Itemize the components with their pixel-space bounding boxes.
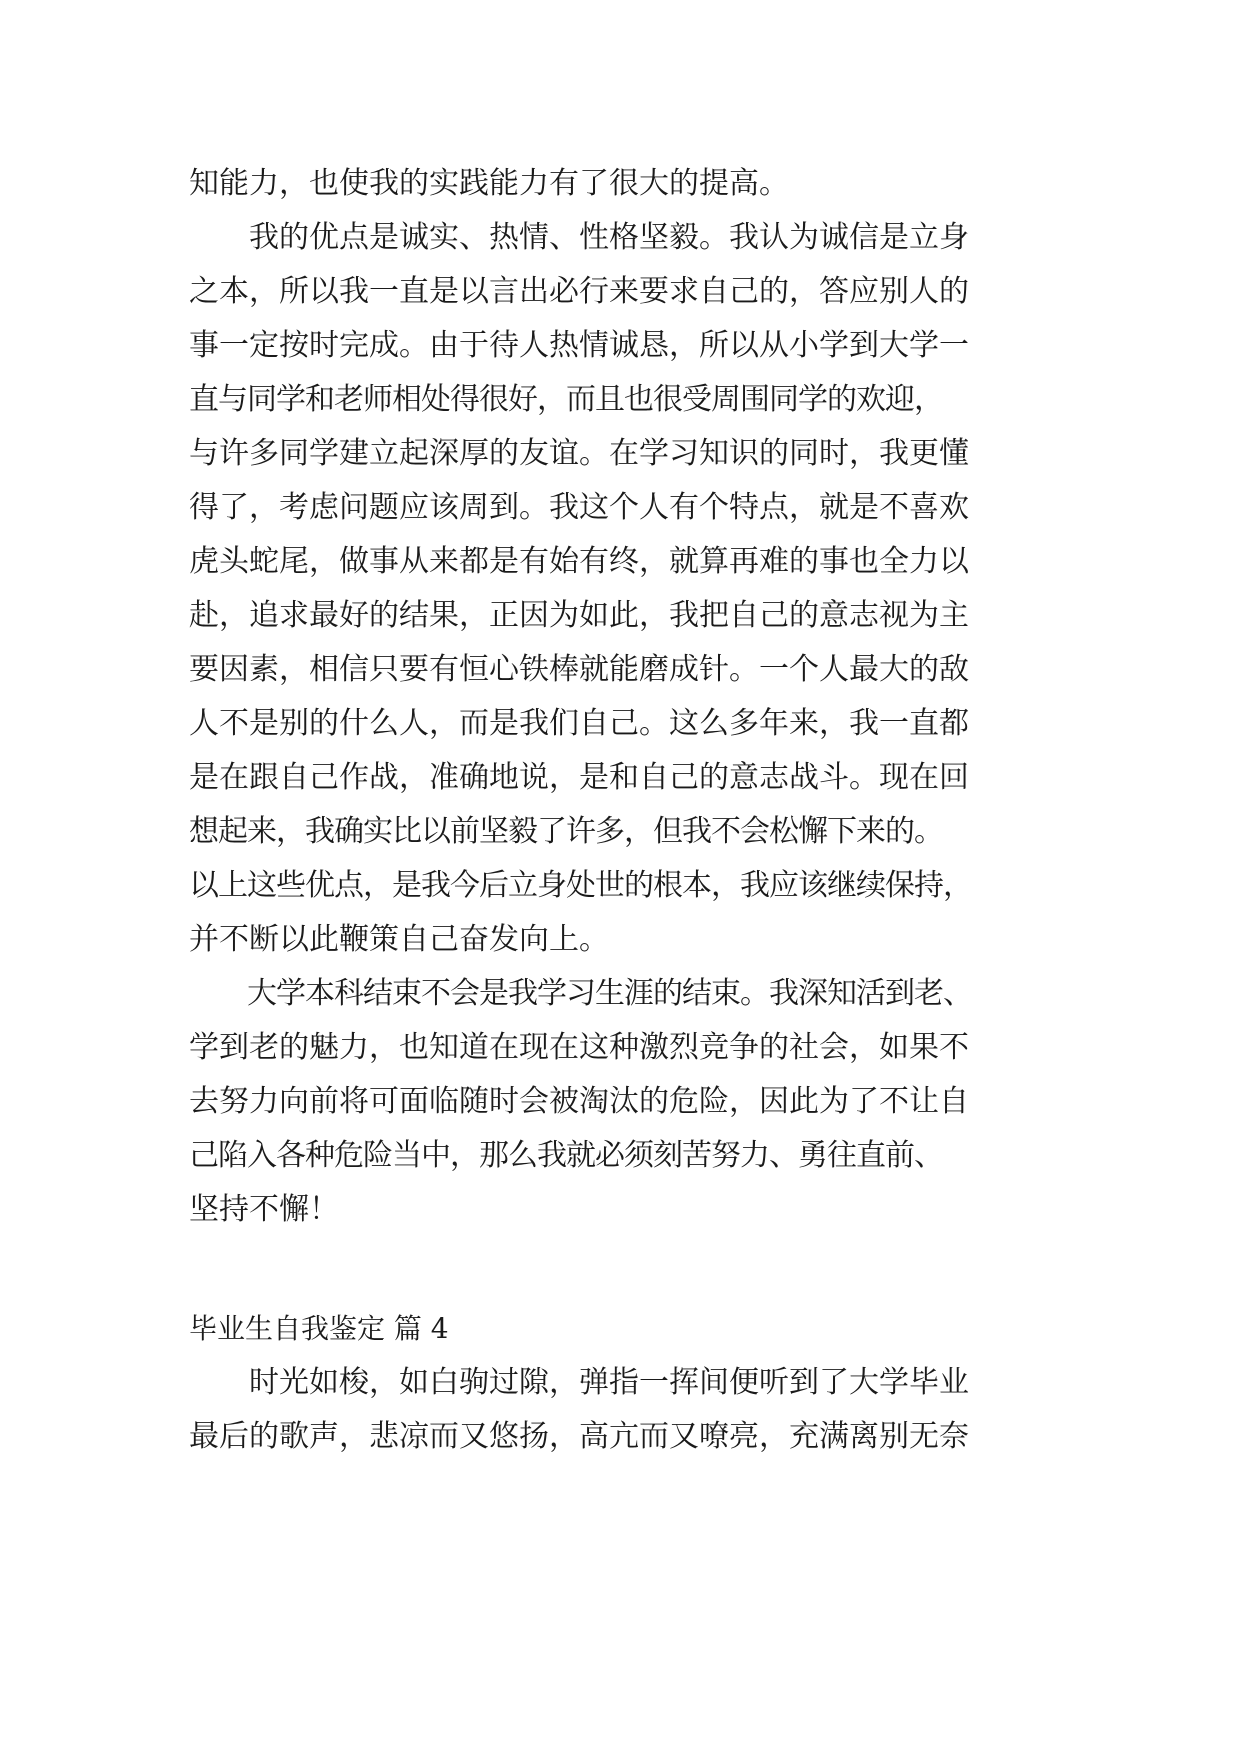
- text-line: 时光如梭，如白驹过隙，弹指一挥间便听到了大学毕业: [189, 1365, 969, 1400]
- text-line: 知能力，也使我的实践能力有了很大的提高。: [189, 166, 789, 201]
- text-line: 己陷入各种危险当中，那么我就必须刻苦努力、勇往直前、: [189, 1138, 943, 1173]
- text-line: 赴，追求最好的结果，正因为如此，我把自己的意志视为主: [189, 598, 969, 633]
- text-line: 得了，考虑问题应该周到。我这个人有个特点，就是不喜欢: [189, 490, 969, 525]
- text-line: 我的优点是诚实、热情、性格坚毅。我认为诚信是立身: [189, 220, 969, 255]
- text-line: 学到老的魅力，也知道在现在这种激烈竞争的社会，如果不: [189, 1030, 969, 1065]
- text-line: 最后的歌声，悲凉而又悠扬，高亢而又嘹亮，充满离别无奈: [189, 1419, 969, 1454]
- text-line: 大学本科结束不会是我学习生涯的结束。我深知活到老、: [189, 976, 972, 1011]
- section-heading: 毕业生自我鉴定 篇 4: [189, 1312, 449, 1345]
- text-line: 人不是别的什么人，而是我们自己。这么多年来，我一直都: [189, 706, 969, 741]
- section-block: [189, 1302, 1059, 1464]
- text-line: 想起来，我确实比以前坚毅了许多，但我不会松懈下来的。: [189, 814, 943, 849]
- text-line: 事一定按时完成。由于待人热情诚恳，所以从小学到大学一: [189, 328, 969, 363]
- text-line: 直与同学和老师相处得很好，而且也很受周围同学的欢迎，: [189, 382, 943, 417]
- text-line: 之本，所以我一直是以言出必行来要求自己的，答应别人的: [189, 274, 969, 309]
- text-line: 是在跟自己作战，准确地说，是和自己的意志战斗。现在回: [189, 760, 969, 795]
- text-line: 虎头蛇尾，做事从来都是有始有终，就算再难的事也全力以: [189, 544, 969, 579]
- body-text-block: [189, 157, 1059, 1237]
- text-line: 坚持不懈！: [189, 1192, 339, 1227]
- text-line: 并不断以此鞭策自己奋发向上。: [189, 922, 609, 957]
- text-line: 去努力向前将可面临随时会被淘汰的危险，因此为了不让自: [189, 1084, 969, 1119]
- text-line: 与许多同学建立起深厚的友谊。在学习知识的同时，我更懂: [189, 436, 969, 471]
- text-line: 以上这些优点，是我今后立身处世的根本，我应该继续保持，: [189, 868, 972, 903]
- text-line: 要因素，相信只要有恒心铁棒就能磨成针。一个人最大的敌: [189, 652, 969, 687]
